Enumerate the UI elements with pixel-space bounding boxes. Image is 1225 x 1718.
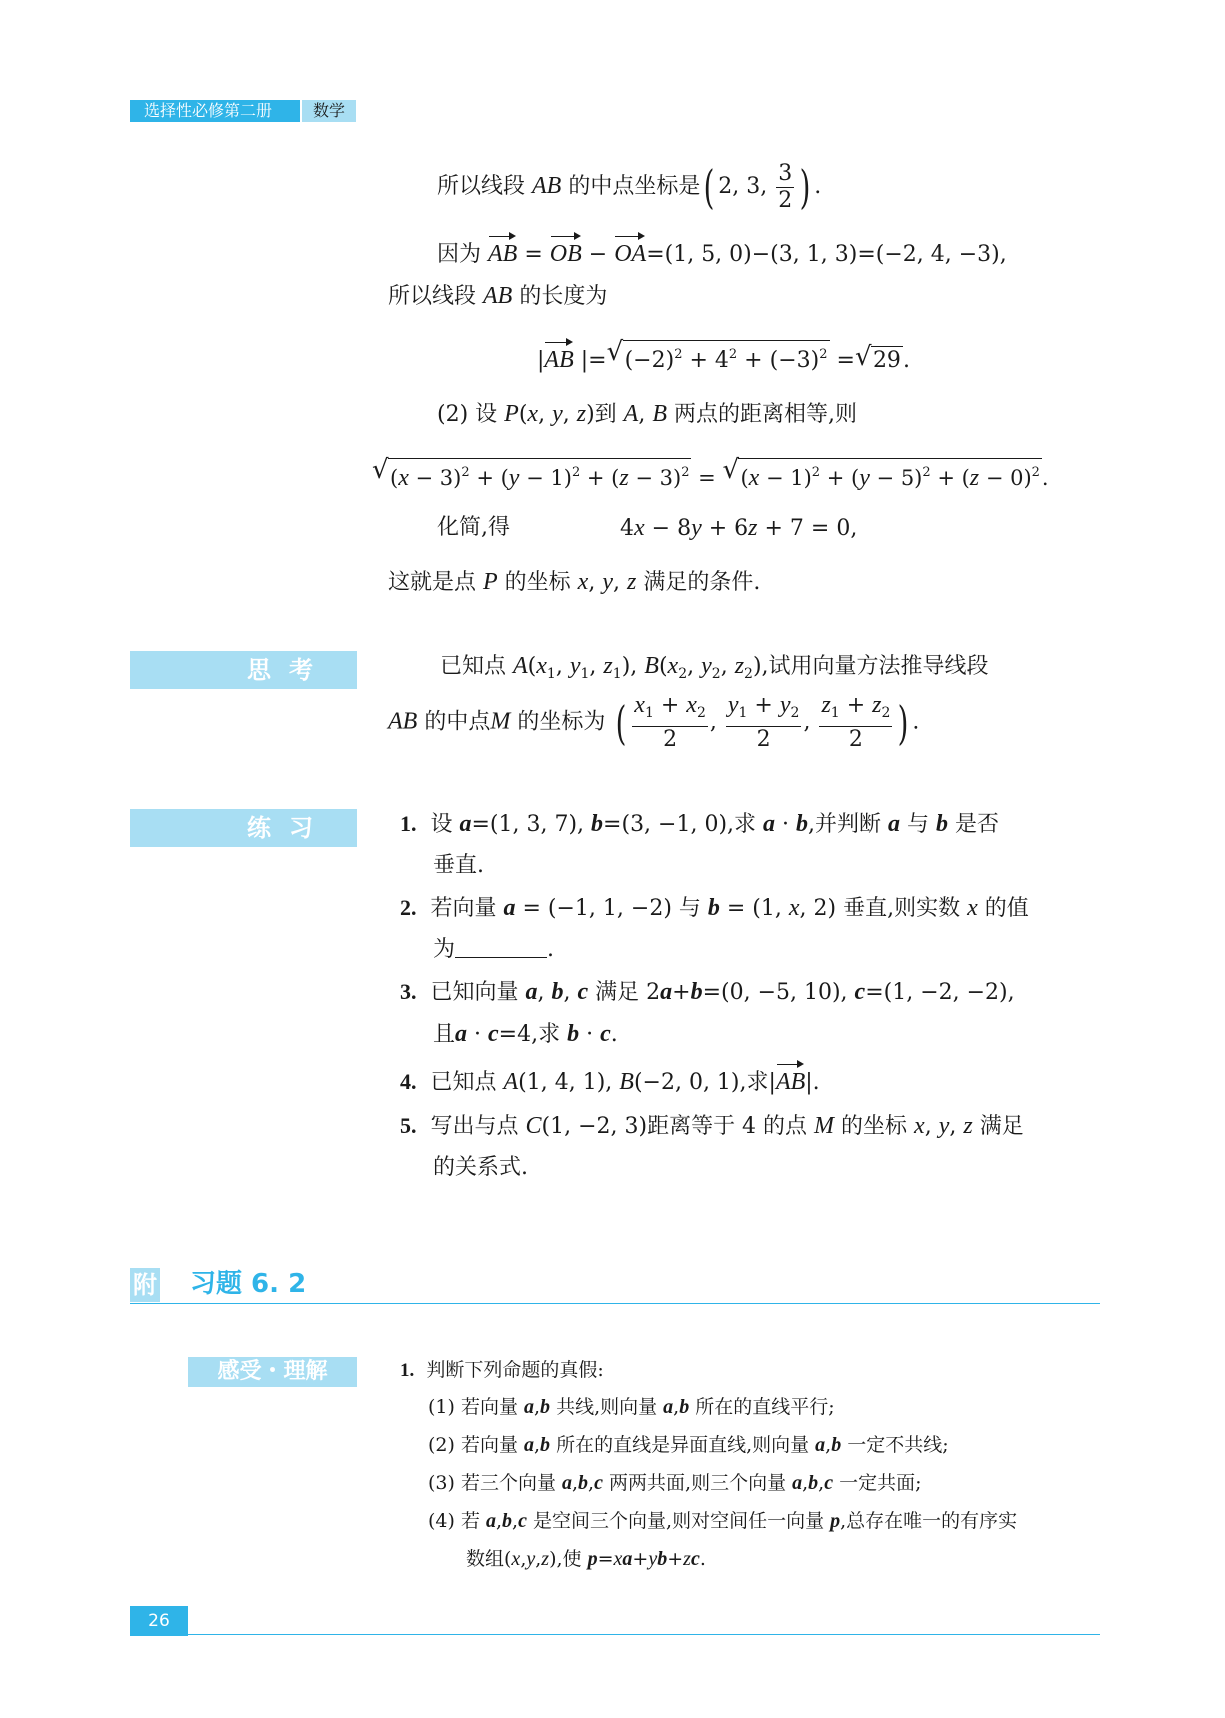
page-number: 26 bbox=[148, 1611, 170, 1631]
exercise-rule bbox=[130, 1303, 1100, 1304]
q1-item-2: (2) 若向量 a,b 所在的直线是异面直线,则向量 a,b 一定不共线; bbox=[428, 1434, 949, 1456]
answer-blank[interactable] bbox=[455, 936, 547, 958]
vector-equation: =(1, 5, 0)−(3, 1, 3)=(−2, 4, −3), bbox=[646, 242, 1007, 267]
part2-line: (2) 设 P(x, y, z)到 A, B 两点的距离相等,则 bbox=[437, 401, 857, 427]
header-subject bbox=[302, 100, 356, 122]
header-book-title bbox=[130, 100, 300, 122]
length-formula: |AB |= √ $(-2)^2 + 4^2 + (-3)^2$ = √ 29. bbox=[537, 340, 910, 377]
practice-item-2: 2. 若向量 a = (−1, 1, −2) 与 b = (1, x, 2) 垂直,则实数 x 的值 bbox=[400, 895, 1029, 921]
subject-label: 数学 bbox=[312, 101, 345, 120]
exercise-badge-text: 附 bbox=[133, 1271, 157, 1299]
section-label bbox=[188, 1357, 357, 1387]
think-label-text: 思考 bbox=[247, 656, 331, 684]
practice-item-3: 3. 已知向量 a, b, c 满足 2a+b=(0, −5, 10), c=(1, −2, −2), bbox=[400, 979, 1015, 1005]
exercise-badge bbox=[130, 1268, 160, 1302]
practice-item-1: 1. 设 a=(1, 3, 7), b=(3, −1, 0),求 a · b,并判断 a 与 b 是否 bbox=[400, 811, 1000, 837]
think-line2: AB 的中点M 的坐标为 ( $\frac{x_1 + x_2}{2}$ , $\frac{y_1 + y_2}{2}$ , $\frac{z_1 + z_2}{2}$ ) . bbox=[388, 692, 920, 752]
simplified-equation: 4x − 8y + 6z + 7 = 0, bbox=[620, 515, 858, 541]
section-label-text: 感受・理解 bbox=[217, 1359, 328, 1384]
practice-label bbox=[130, 809, 357, 847]
practice-label-text: 练习 bbox=[247, 814, 331, 842]
page-number-box bbox=[130, 1606, 188, 1636]
length-intro: 所以线段 AB 的长度为 bbox=[388, 283, 608, 309]
practice-item-5-cont: 的关系式. bbox=[433, 1155, 528, 1180]
book-title: 选择性必修第二册 bbox=[144, 101, 273, 120]
exercise-title bbox=[190, 1266, 306, 1302]
practice-item-2-cont: 为 . bbox=[433, 937, 555, 962]
distance-equation: √ $(x - 3)^2 + (y - 1)^2 + (z - 3)^2$ = √ $(x - 1)^2 + (y - 5)^2 + (z - 0)^2$. bbox=[372, 455, 1049, 491]
q1-line bbox=[400, 1356, 604, 1385]
q1-item-1: (1) 若向量 a,b 共线,则向量 a,b 所在的直线平行; bbox=[428, 1396, 835, 1418]
q1-item-4: (4) 若 a,b,c 是空间三个向量,则对空间任一向量 p,总存在唯一的有序实 bbox=[428, 1510, 1018, 1532]
vector-line: 因为 AB = OB − OA=(1, 5, 0)−(3, 1, 3)=(−2, 4, −3), bbox=[437, 238, 1007, 271]
practice-item-3-cont: 且a · c=4,求 b · c. bbox=[433, 1021, 618, 1047]
q1-item-3: (3) 若三个向量 a,b,c 两两共面,则三个向量 a,b,c 一定共面; bbox=[428, 1472, 922, 1494]
conclusion-line: 这就是点 P 的坐标 x, y, z 满足的条件. bbox=[388, 569, 761, 595]
practice-item-4: 4. 已知点 A(1, 4, 1), B(−2, 0, 1),求|AB|. bbox=[400, 1066, 820, 1099]
simplify-label: 化简,得 bbox=[437, 515, 510, 540]
practice-item-5: 5. 写出与点 C(1, −2, 3)距离等于 4 的点 M 的坐标 x, y, z 满足 bbox=[400, 1113, 1024, 1139]
think-line1: 已知点 $A(x_1$, $y_1$, $z_1$), $B(x_2$, $y_2$, $z_2$),试用向量方法推导线段 bbox=[440, 653, 989, 682]
think-label bbox=[130, 651, 357, 689]
q1-text: 判断下列命题的真假: bbox=[426, 1359, 604, 1381]
midpoint-text: 所以线段 AB 的中点坐标是 bbox=[437, 173, 701, 199]
q1-item-4-cont: 数组(x,y,z),使 p=xa+yb+zc. bbox=[466, 1548, 706, 1570]
practice-item-1-cont: 垂直. bbox=[433, 853, 484, 878]
simplify-line bbox=[437, 512, 510, 544]
because-text: 因为 bbox=[437, 242, 482, 267]
midpoint-line: 所以线段 AB 的中点坐标是( 2, 3, $\frac{3}{2}$ ) . bbox=[437, 160, 822, 214]
footer-rule bbox=[188, 1634, 1100, 1635]
q1-number: 1. bbox=[400, 1360, 415, 1381]
exercise-title-text: 习题 6. 2 bbox=[190, 1269, 307, 1299]
